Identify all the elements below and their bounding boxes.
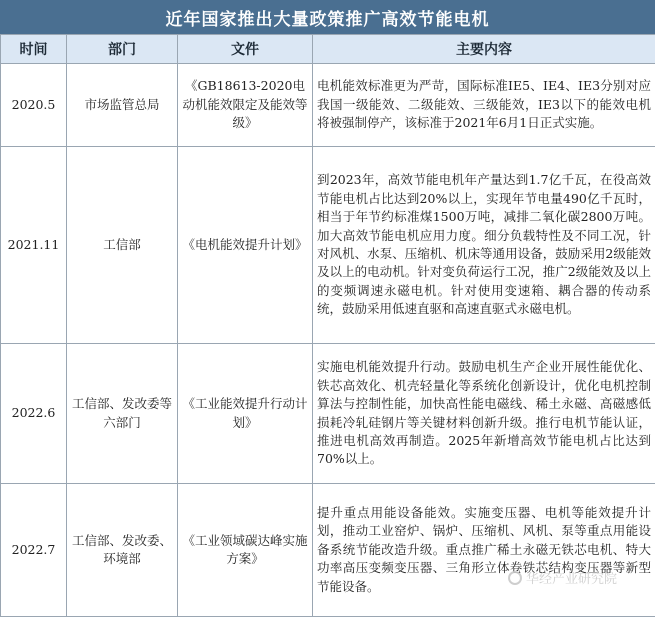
row-department: 市场监管总局 xyxy=(67,64,178,147)
watermark-logo-icon xyxy=(508,571,522,585)
row-content: 电机能效标准更为严苛，国际标准IE5、IE4、IE3分别对应我国一级能效、二级能效、三级能效，IE3以下的能效电机将被强制停产，该标准于2021年6月1日正式实施。 xyxy=(313,64,655,147)
header-row xyxy=(1,35,655,64)
policy-table xyxy=(0,34,655,617)
watermark-text: 华经产业研究院 xyxy=(526,568,617,587)
row-department: 工信部 xyxy=(67,147,178,344)
table-row xyxy=(1,344,655,484)
table-title: 近年国家推出大量政策推广高效节能电机 xyxy=(0,0,655,34)
row-document: 《GB18613-2020电动机能效限定及能效等级》 xyxy=(178,64,313,147)
table-row xyxy=(1,484,655,617)
header-document: 文件 xyxy=(178,35,313,64)
row-document: 《电机能效提升计划》 xyxy=(178,147,313,344)
row-document: 《工业能效提升行动计划》 xyxy=(178,344,313,484)
row-department: 工信部、发改委、环境部 xyxy=(67,484,178,617)
header-department: 部门 xyxy=(67,35,178,64)
row-date: 2022.6 xyxy=(1,344,67,484)
table-row xyxy=(1,147,655,344)
row-date: 2020.5 xyxy=(1,64,67,147)
row-content: 实施电机能效提升行动。鼓励电机生产企业开展性能优化、铁芯高效化、机壳轻量化等系统化创新设计，优化电机控制算法与控制性能，加快高性能电磁线、稀土永磁、高磁感低损耗冷轧硅钢片等关键材料创新升级。推行电机节能认证，推进电机高效再制造。2025年新增高效节能电机占比达到70%以上。 xyxy=(313,344,655,484)
header-content: 主要内容 xyxy=(313,35,655,64)
row-date: 2021.11 xyxy=(1,147,67,344)
row-content: 提升重点用能设备能效。实施变压器、电机等能效提升计划，推动工业窑炉、锅炉、压缩机、风机、泵等重点用能设备系统节能改造升级。重点推广稀土永磁无铁芯电机、特大功率高压变频变压器、三角形立体卷铁芯结构变压器等新型节能设备。 xyxy=(313,484,655,617)
row-date: 2022.7 xyxy=(1,484,67,617)
table-row xyxy=(1,64,655,147)
watermark xyxy=(508,568,617,587)
row-department: 工信部、发改委等六部门 xyxy=(67,344,178,484)
row-document: 《工业领域碳达峰实施方案》 xyxy=(178,484,313,617)
row-content: 到2023年，高效节能电机年产量达到1.7亿千瓦，在役高效节能电机占比达到20%以上，实现年节电量490亿千瓦时，相当于年节约标准煤1500万吨，减排二氧化碳2800万吨。加大高效节能电机应用力度。细分负载特性及不同工况，针对风机、水泵、压缩机、机床等通用设备，鼓励采用2级能效及以上的电动机。针对变负荷运行工况，推广2级能效及以上的变频调速永磁电机。针对使用变速箱、耦合器的传动系统，鼓励采用低速直驱和高速直驱式永磁电机。 xyxy=(313,147,655,344)
header-date: 时间 xyxy=(1,35,67,64)
